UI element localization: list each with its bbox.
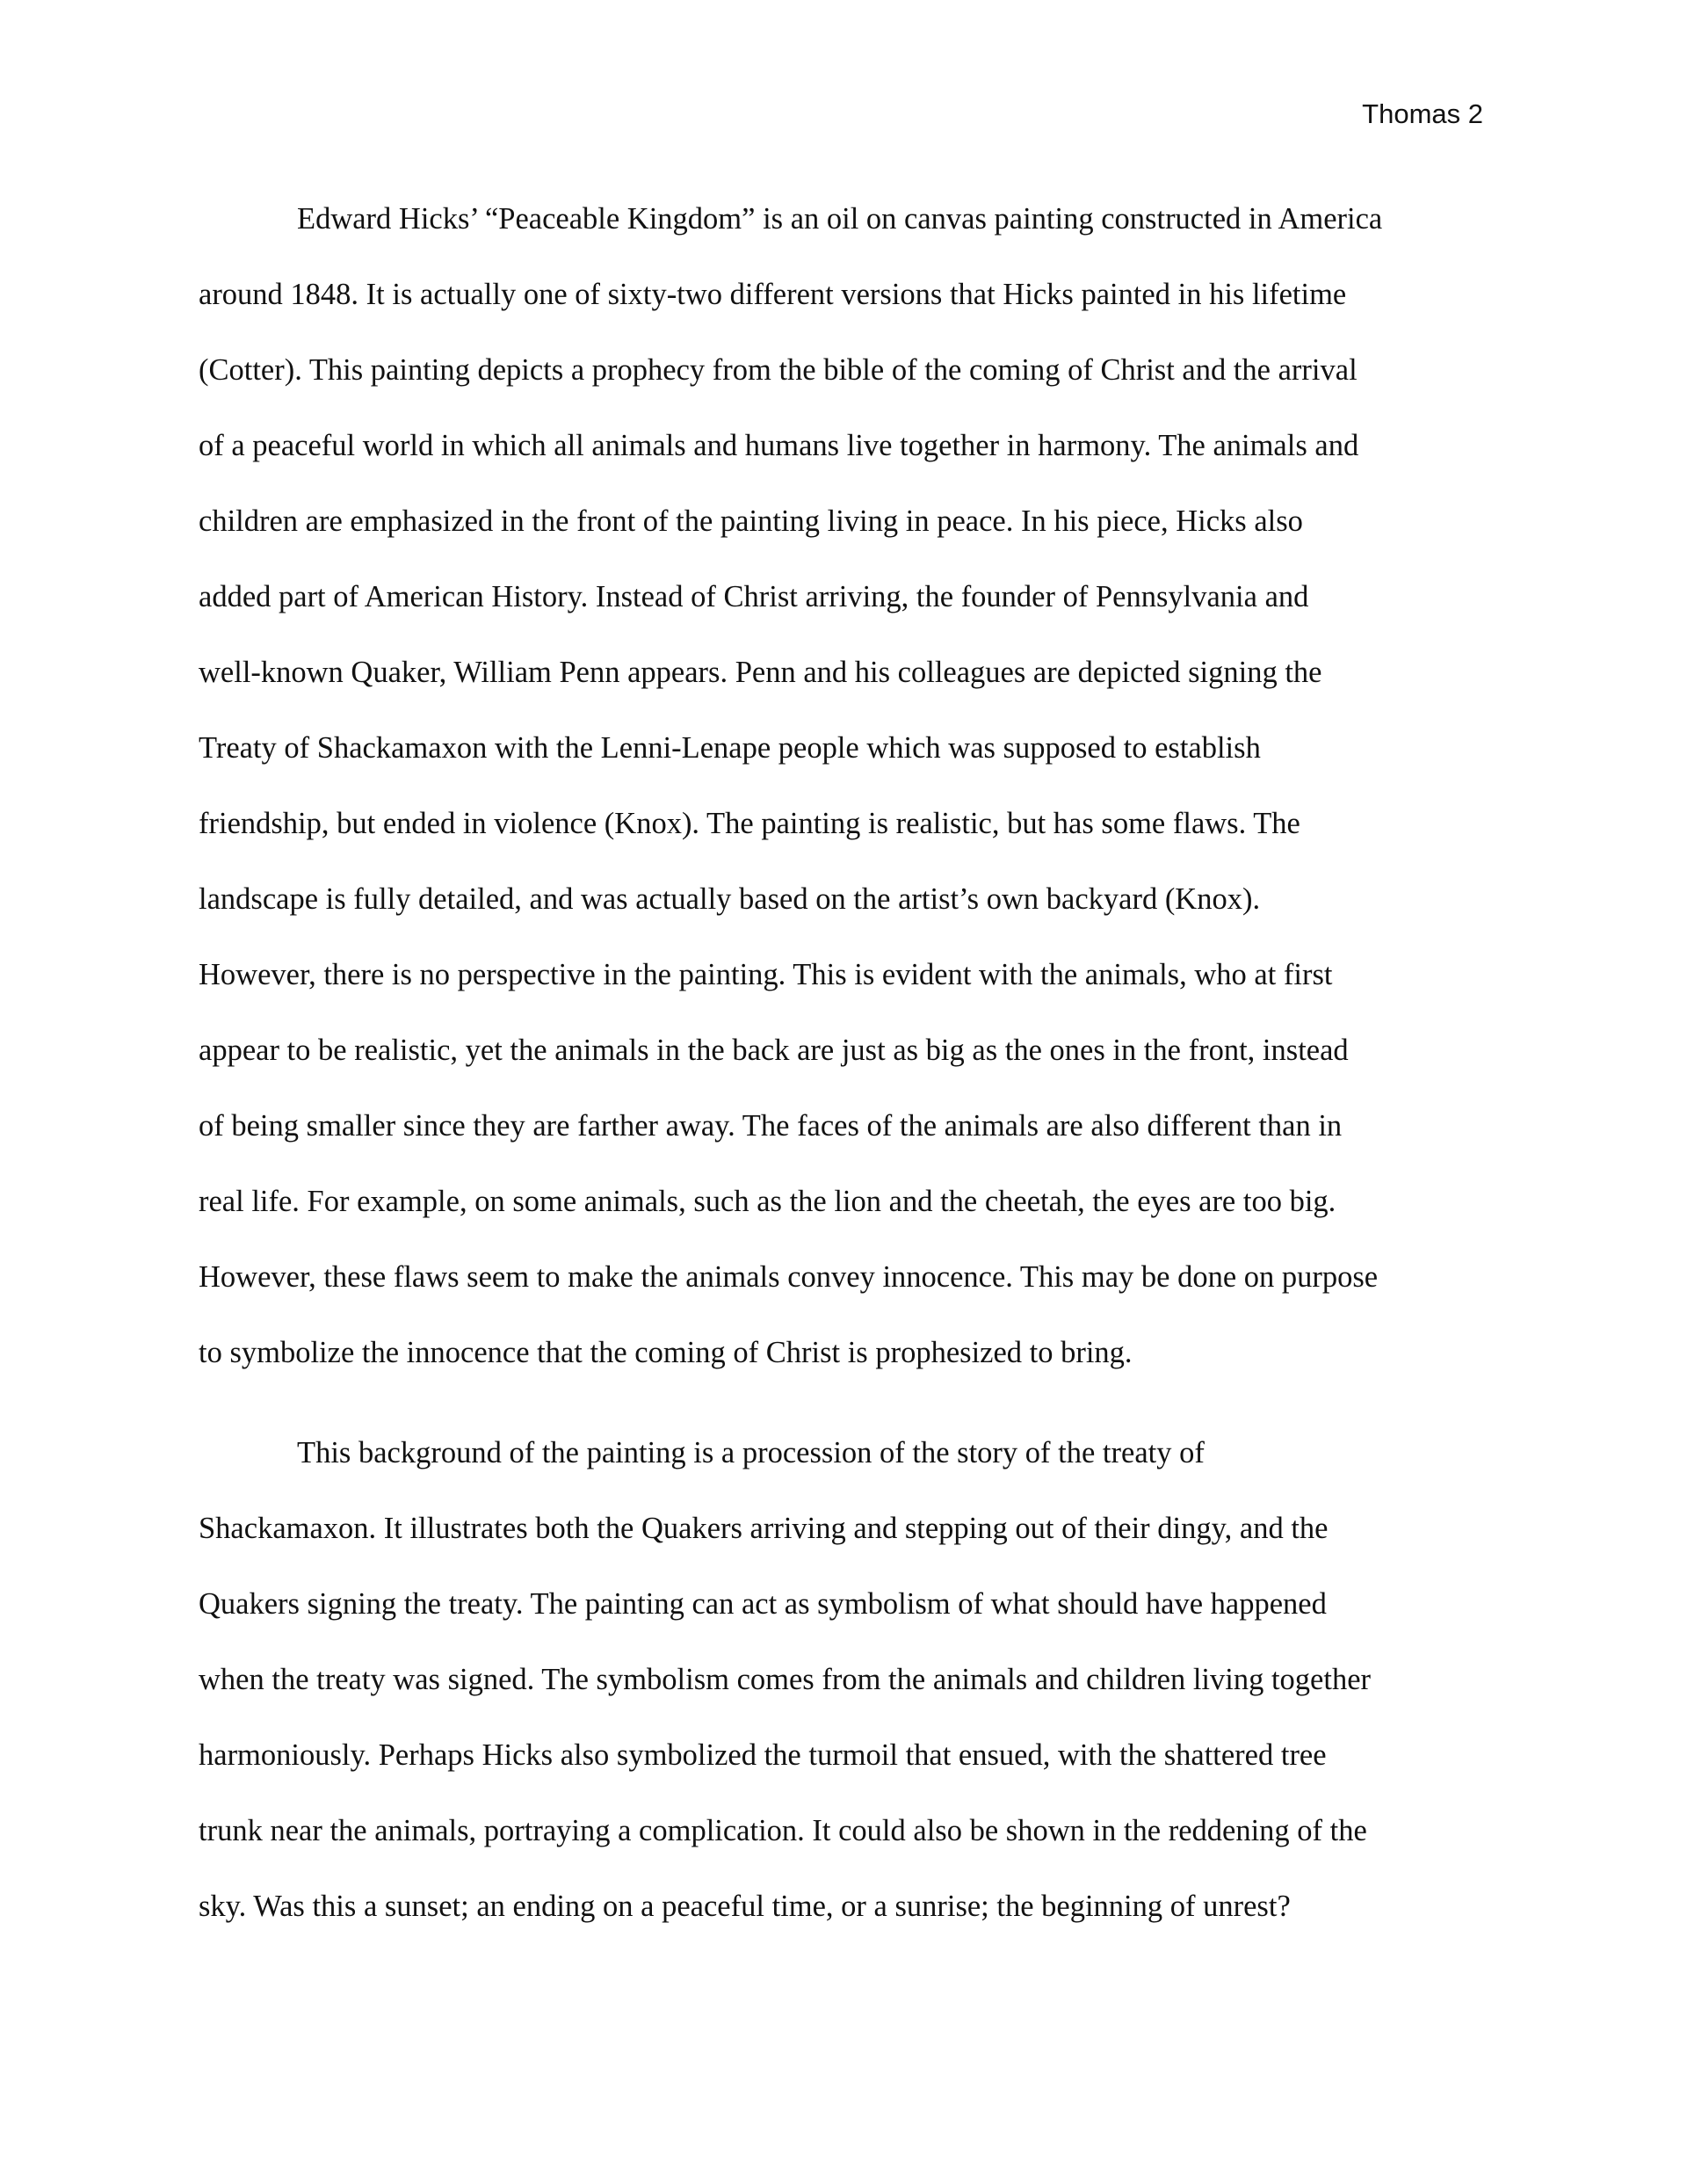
- text-line: (Cotter). This painting depicts a prophecy from the bible of the coming of Christ and the arrival: [199, 353, 1358, 387]
- text-line: around 1848. It is actually one of sixty-two different versions that Hicks painted in his lifetime: [199, 278, 1347, 311]
- text-line: Edward Hicks’ “Peaceable Kingdom” is an oil on canvas painting constructed in America: [297, 202, 1383, 236]
- text-line: However, these flaws seem to make the animals convey innocence. This may be done on purpose: [199, 1260, 1379, 1294]
- paragraph-1: [199, 181, 1488, 1390]
- text-line: harmoniously. Perhaps Hicks also symbolized the turmoil that ensued, with the shattered tree: [199, 1738, 1327, 1772]
- text-line: trunk near the animals, portraying a complication. It could also be shown in the reddening of the: [199, 1814, 1367, 1847]
- paragraph-2: [199, 1415, 1488, 1944]
- text-line: Treaty of Shackamaxon with the Lenni-Lenape people which was supposed to establish: [199, 731, 1261, 765]
- text-line: friendship, but ended in violence (Knox). The painting is realistic, but has some flaws. The: [199, 807, 1300, 840]
- text-line: This background of the painting is a procession of the story of the treaty of: [297, 1436, 1205, 1469]
- text-line: Quakers signing the treaty. The painting can act as symbolism of what should have happened: [199, 1587, 1327, 1621]
- text-line: added part of American History. Instead of Christ arriving, the founder of Pennsylvania and: [199, 580, 1309, 613]
- text-line: However, there is no perspective in the painting. This is evident with the animals, who at first: [199, 958, 1333, 991]
- text-line: appear to be realistic, yet the animals in the back are just as big as the ones in the front, instead: [199, 1034, 1349, 1067]
- text-line: children are emphasized in the front of the painting living in peace. In his piece, Hicks also: [199, 504, 1303, 538]
- text-line: to symbolize the innocence that the coming of Christ is prophesized to bring.: [199, 1336, 1133, 1369]
- text-line: Shackamaxon. It illustrates both the Quakers arriving and stepping out of their dingy, and the: [199, 1512, 1329, 1545]
- text-line: of being smaller since they are farther away. The faces of the animals are also different than in: [199, 1109, 1343, 1143]
- text-line: well-known Quaker, William Penn appears. Penn and his colleagues are depicted signing the: [199, 656, 1322, 689]
- text-line: of a peaceful world in which all animals and humans live together in harmony. The animals and: [199, 429, 1359, 462]
- running-head: Thomas 2: [1362, 98, 1483, 129]
- text-line: real life. For example, on some animals, such as the lion and the cheetah, the eyes are too big.: [199, 1185, 1336, 1218]
- text-line: sky. Was this a sunset; an ending on a peaceful time, or a sunrise; the beginning of unrest?: [199, 1890, 1291, 1923]
- text-line: when the treaty was signed. The symbolism comes from the animals and children living together: [199, 1663, 1372, 1696]
- text-line: landscape is fully detailed, and was actually based on the artist’s own backyard (Knox).: [199, 882, 1261, 916]
